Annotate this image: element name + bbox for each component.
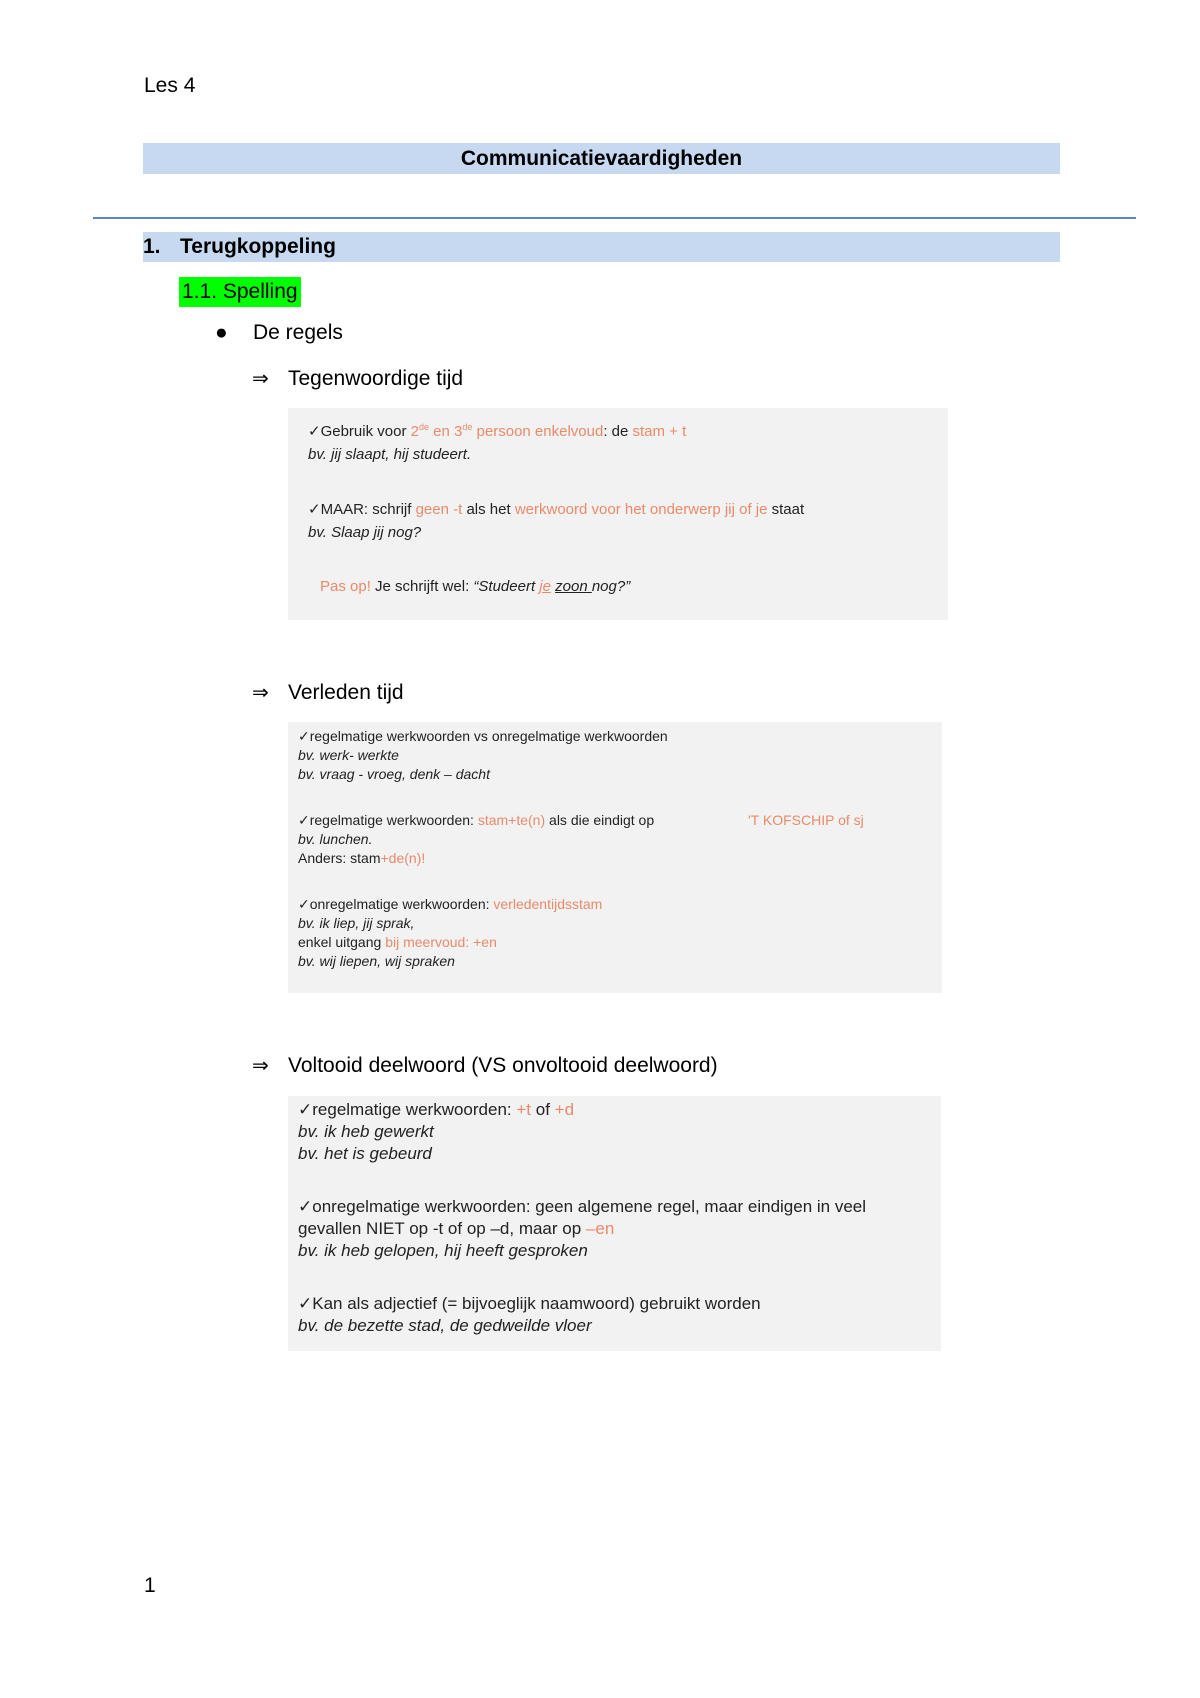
check-icon: ✓ <box>298 1294 313 1313</box>
box-line: Anders: stam+de(n)! <box>298 850 426 866</box>
box-line: Pas op! Je schrijft wel: “Studeert je zoon nog?” <box>320 578 631 595</box>
heading-verleden-tijd <box>252 680 404 705</box>
check-icon: ✓ <box>298 1100 313 1119</box>
subsection-heading: 1.1. Spelling <box>179 277 301 307</box>
box-line: bv. ik heb gelopen, hij heeft gesproken <box>298 1241 588 1260</box>
box-line: ✓regelmatige werkwoorden: +t of +d <box>298 1100 575 1119</box>
section-title: Terugkoppeling <box>180 235 336 258</box>
box-line: ✓Gebruik voor 2de en 3de persoon enkelvoud: de stam + t <box>308 422 687 440</box>
document-title: Communicatievaardigheden <box>143 143 1060 174</box>
box-line: gevallen NIET op -t of op –d, maar op –en <box>298 1219 615 1238</box>
bullet-icon: ● <box>215 321 228 344</box>
heading-text: Tegenwoordige tijd <box>288 367 464 390</box>
box-line: ✓onregelmatige werkwoorden: verledentijdsstam <box>298 896 603 912</box>
box-line: bv. ik heb gewerkt <box>298 1122 434 1141</box>
rule-box-verleden-tijd <box>288 722 942 993</box>
bullet-item <box>215 321 343 345</box>
box-line: bv. het is gebeurd <box>298 1144 432 1163</box>
box-line: bv. ik liep, jij sprak, <box>298 915 415 931</box>
heading-text: Voltooid deelwoord (VS onvoltooid deelwoord) <box>288 1054 718 1077</box>
check-icon: ✓ <box>308 501 321 518</box>
page-number: 1 <box>144 1574 156 1597</box>
heading-text: Verleden tijd <box>288 681 404 704</box>
horizontal-rule <box>93 217 1136 219</box>
document-header-label: Les 4 <box>144 74 196 97</box>
rule-box-tegenwoordige-tijd <box>288 408 948 620</box>
box-line: bv. wij liepen, wij spraken <box>298 953 455 969</box>
heading-tegenwoordige-tijd <box>252 366 463 391</box>
arrow-icon: ⇒ <box>252 1055 269 1077</box>
check-icon: ✓ <box>298 812 310 828</box>
box-line: bv. Slaap jij nog? <box>308 524 422 541</box>
box-line: ✓Kan als adjectief (= bijvoeglijk naamwoord) gebruikt worden <box>298 1294 761 1313</box>
box-line: ✓regelmatige werkwoorden vs onregelmatige werkwoorden <box>298 728 668 744</box>
box-line: bv. lunchen. <box>298 831 373 847</box>
kofschip-rule: 'T KOFSCHIP of sj <box>748 812 864 828</box>
heading-voltooid-deelwoord <box>252 1053 718 1078</box>
box-line: bv. jij slaapt, hij studeert. <box>308 446 472 463</box>
arrow-icon: ⇒ <box>252 682 269 704</box>
check-icon: ✓ <box>298 1197 313 1216</box>
box-line: bv. werk- werkte <box>298 747 399 763</box>
arrow-icon: ⇒ <box>252 368 269 390</box>
box-line: ✓regelmatige werkwoorden: stam+te(n) als die eindigt op <box>298 812 655 828</box>
bullet-text: De regels <box>253 321 343 344</box>
box-line: ✓onregelmatige werkwoorden: geen algemene regel, maar eindigen in veel <box>298 1197 867 1216</box>
check-icon: ✓ <box>308 423 321 440</box>
rule-box-voltooid-deelwoord <box>288 1096 941 1351</box>
box-line: bv. vraag - vroeg, denk – dacht <box>298 766 490 782</box>
check-icon: ✓ <box>298 896 310 912</box>
box-line: enkel uitgang bij meervoud: +en <box>298 934 497 950</box>
box-line: bv. de bezette stad, de gedweilde vloer <box>298 1316 592 1335</box>
box-line: ✓MAAR: schrijf geen -t als het werkwoord voor het onderwerp jij of je staat <box>308 501 805 518</box>
check-icon: ✓ <box>298 728 310 744</box>
section-number: 1. <box>143 235 161 258</box>
section-heading <box>143 232 1060 262</box>
